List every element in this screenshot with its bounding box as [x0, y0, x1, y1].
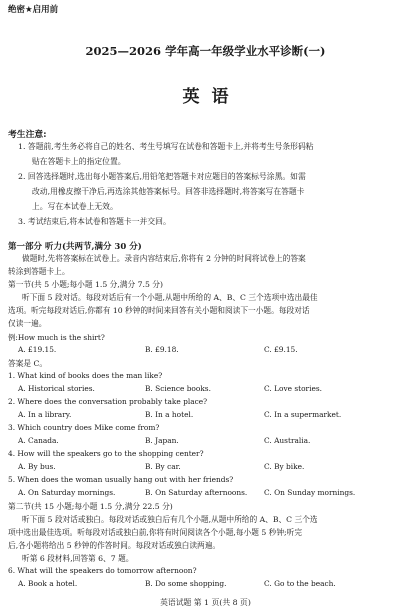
- notice-line: 贴在答题卡上的指定位置。: [32, 157, 126, 166]
- page-footer: 英语试题 第 1 页(共 8 页): [160, 598, 251, 607]
- q3-option-b[interactable]: B. Japan.: [145, 436, 179, 445]
- question-1: 1. What kind of books does the man like?: [8, 371, 163, 380]
- q2-option-c[interactable]: C. In a supermarket.: [264, 410, 342, 419]
- example-option-c: C. £9.15.: [264, 345, 298, 354]
- section2-instruction: 听下面 5 段对话或独白。每段对话或独白后有几个小题,从题中所给的 A、B、C 三个选: [22, 515, 318, 524]
- q4-option-c[interactable]: C. By bike.: [264, 462, 305, 471]
- confidential-label: 绝密★启用前: [8, 5, 59, 15]
- q6-option-c[interactable]: C. Go to the beach.: [264, 579, 336, 588]
- q1-option-a[interactable]: A. Historical stories.: [18, 384, 95, 393]
- section2-instruction: 项中选出最佳选项。听每段对话或独白前,你将有时间阅读各个小题,每小题 5 秒钟;听完: [8, 528, 303, 537]
- q1-option-b[interactable]: B. Science books.: [145, 384, 211, 393]
- question-2: 2. Where does the conversation probably take place?: [8, 397, 208, 406]
- example-option-b: B. £9.18.: [145, 345, 179, 354]
- intro-line: 转涂到答题卡上。: [8, 267, 70, 276]
- section1-instruction: 选项。听完每段对话后,你都有 10 秒钟的时间来回答有关小题和阅读下一小题。每段对话: [8, 306, 310, 315]
- section2-instruction: 后,各小题将给出 5 秒钟的作答时间。每段对话或独白读两遍。: [8, 541, 221, 550]
- notice-line: 上。写在本试卷上无效。: [32, 202, 118, 211]
- exam-title: 2025—2026 学年高一年级学业水平诊断(一): [85, 44, 326, 58]
- q3-option-c[interactable]: C. Australia.: [264, 436, 311, 445]
- q5-option-a[interactable]: A. On Saturday mornings.: [18, 488, 116, 497]
- section1-heading: 第一节(共 5 小题;每小题 1.5 分,满分 7.5 分): [8, 280, 163, 289]
- material-note: 听第 6 段材料,回答第 6、7 题。: [22, 554, 134, 563]
- example-option-a: A. £19.15.: [18, 345, 57, 354]
- section2-heading: 第二节(共 15 小题;每小题 1.5 分,满分 22.5 分): [8, 502, 173, 511]
- q4-option-a[interactable]: A. By bus.: [18, 462, 56, 471]
- q1-option-c[interactable]: C. Love stories.: [264, 384, 322, 393]
- q4-option-b[interactable]: B. By car.: [145, 462, 181, 471]
- q6-option-b[interactable]: B. Do some shopping.: [145, 579, 227, 588]
- question-3: 3. Which country does Mike come from?: [8, 423, 160, 432]
- notice-heading: 考生注意:: [8, 130, 47, 140]
- notice-line: 3. 考试结束后,将本试卷和答题卡一并交回。: [18, 217, 171, 226]
- q6-option-a[interactable]: A. Book a hotel.: [18, 579, 78, 588]
- q2-option-a[interactable]: A. In a library.: [18, 410, 72, 419]
- q3-option-a[interactable]: A. Canada.: [18, 436, 59, 445]
- example-question: 例:How much is the shirt?: [8, 333, 105, 342]
- q5-option-c[interactable]: C. On Sunday mornings.: [264, 488, 356, 497]
- notice-line: 2. 回答选择题时,选出每小题答案后,用铅笔把答题卡对应题目的答案标号涂黑。如需: [18, 172, 306, 181]
- q2-option-b[interactable]: B. In a hotel.: [145, 410, 194, 419]
- notice-line: 改动,用橡皮擦干净后,再选涂其他答案标号。回答非选择题时,将答案写在答题卡: [32, 187, 305, 196]
- notice-line: 1. 答题前,考生务必将自己的姓名、考生号填写在试卷和答题卡上,并将考生号条形码粘: [18, 142, 314, 151]
- section1-instruction: 听下面 5 段对话。每段对话后有一个小题,从题中所给的 A、B、C 三个选项中选出最佳: [22, 293, 318, 302]
- q5-option-b[interactable]: B. On Saturday afternoons.: [145, 488, 248, 497]
- example-answer: 答案是 C。: [8, 359, 48, 368]
- intro-line: 做题时,先将答案标在试卷上。录音内容结束后,你将有 2 分钟的时间将试卷上的答案: [22, 254, 306, 263]
- section1-instruction: 仅读一遍。: [8, 319, 47, 328]
- question-4: 4. How will the speakers go to the shopping center?: [8, 449, 204, 458]
- subject-title: 英语: [182, 87, 241, 107]
- part1-heading: 第一部分 听力(共两节,满分 30 分): [8, 242, 142, 252]
- question-6: 6. What will the speakers do tomorrow afternoon?: [8, 566, 197, 575]
- question-5: 5. When does the woman usually hang out with her friends?: [8, 475, 234, 484]
